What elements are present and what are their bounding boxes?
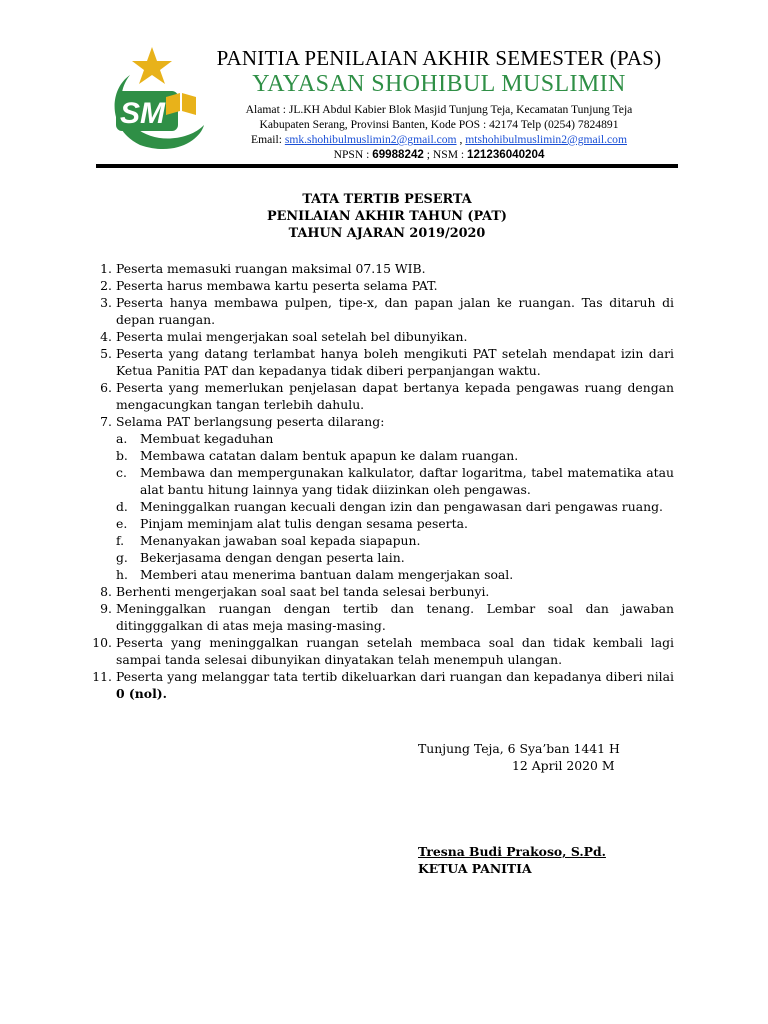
committee-name: PANITIA PENILAIAN AKHIR SEMESTER (PAS)	[216, 46, 662, 70]
date-masehi: 12 April 2020 M	[512, 758, 615, 773]
prohibition-letter: f.	[116, 533, 125, 548]
prohibition-text: Bekerjasama dengan dengan peserta lain.	[140, 550, 405, 565]
rule-item	[86, 634, 674, 668]
rule-number: 8.	[100, 584, 112, 599]
prohibition-item	[86, 549, 674, 566]
rule-number: 9.	[100, 601, 112, 616]
rule-text: Peserta yang meninggalkan ruangan setelah membaca soal dan tidak kembali lagi sampai tanda selesai dibunyikan dinyatakan telah menempuh ulangan.	[116, 635, 674, 667]
rule-text: Peserta hanya membawa pulpen, tipe-x, dan papan jalan ke ruangan. Tas ditaruh di depan ruangan.	[116, 295, 674, 327]
rule-number: 1.	[100, 261, 112, 276]
rule-number: 3.	[100, 295, 112, 310]
rule-text: Peserta memasuki ruangan maksimal 07.15 WIB.	[116, 261, 426, 276]
rule-text: Peserta yang melanggar tata tertib dikeluarkan dari ruangan dan kepadanya diberi nilai	[116, 669, 674, 684]
foundation-logo	[100, 45, 212, 157]
prohibition-letter: e.	[116, 516, 128, 531]
address-line-2: Kabupaten Serang, Provinsi Banten, Kode POS : 42174 Telp (0254) 7824891	[259, 118, 619, 131]
rule-item	[86, 260, 674, 277]
prohibition-item	[86, 515, 674, 532]
prohibition-letter: h.	[116, 567, 128, 582]
rule-item	[86, 583, 674, 600]
email-link-smk[interactable]: smk.shohibulmuslimin2@gmail.com	[284, 133, 457, 146]
rule-item	[86, 277, 674, 294]
rule-text: Berhenti mengerjakan soal saat bel tanda selesai berbunyi.	[116, 584, 490, 599]
prohibition-item	[86, 498, 674, 515]
rule-text: Selama PAT berlangsung peserta dilarang:	[116, 414, 385, 429]
rule-item	[86, 379, 674, 413]
prohibition-text: Memberi atau menerima bantuan dalam mengerjakan soal.	[140, 567, 514, 582]
doc-title-line-1: TATA TERTIB PESERTA	[302, 192, 472, 207]
rule-item	[86, 294, 674, 328]
doc-title-line-3: TAHUN AJARAN 2019/2020	[288, 226, 486, 241]
logo-text: SM	[120, 97, 165, 130]
address-line-1: Alamat : JL.KH Abdul Kabier Blok Masjid Tunjung Teja, Kecamatan Tunjung Teja	[245, 103, 633, 116]
prohibition-text: Meninggalkan ruangan kecuali dengan izin dan pengawasan dari pengawas ruang.	[140, 499, 663, 514]
book-icon	[166, 93, 196, 115]
prohibition-item	[86, 532, 674, 549]
email-separator: ,	[456, 133, 466, 146]
prohibition-text: Membawa dan mempergunakan kalkulator, daftar logaritma, tabel matematika atau alat bantu hitung lainnya yang tidak diizinkan oleh pengawas.	[140, 465, 674, 497]
foundation-name: YAYASAN SHOHIBUL MUSLIMIN	[252, 71, 626, 97]
nsm-label: ; NSM :	[423, 148, 468, 161]
email-link-mts[interactable]: mtshohibulmuslimin2@gmail.com	[465, 133, 627, 146]
signer-name: Tresna Budi Prakoso, S.Pd.	[418, 844, 606, 859]
rule-number: 4.	[100, 329, 112, 344]
registration-line	[200, 147, 678, 162]
rule-item	[86, 328, 674, 345]
rule-text: Peserta mulai mengerjakan soal setelah bel dibunyikan.	[116, 329, 468, 344]
npsn-label: NPSN :	[333, 148, 373, 161]
rule-number: 11.	[92, 669, 112, 684]
rule-item	[86, 600, 674, 634]
rule-number: 2.	[100, 278, 112, 293]
rule-item	[86, 668, 674, 702]
prohibition-text: Pinjam meminjam alat tulis dengan sesama peserta.	[140, 516, 468, 531]
rule-text: Meninggalkan ruangan dengan tertib dan tenang. Lembar soal dan jawaban ditingggalkan di atas meja masing-masing.	[116, 601, 674, 633]
prohibition-letter: g.	[116, 550, 128, 565]
email-label: Email:	[251, 133, 285, 146]
rule-text: Peserta harus membawa kartu peserta selama PAT.	[116, 278, 438, 293]
rule-item	[86, 413, 674, 430]
signer-role: KETUA PANITIA	[418, 861, 532, 876]
nsm-value: 121236040204	[467, 148, 545, 161]
prohibition-text: Menanyakan jawaban soal kepada siapapun.	[140, 533, 421, 548]
email-line	[200, 132, 678, 147]
rule-number: 5.	[100, 346, 112, 361]
prohibition-item	[86, 566, 674, 583]
rule-text: Peserta yang memerlukan penjelasan dapat bertanya kepada pengawas ruang dengan mengacungkan tangan terlebih dahulu.	[116, 380, 674, 412]
rule-penalty: 0 (nol).	[116, 686, 167, 701]
place-date: Tunjung Teja, 6 Sya’ban 1441 H	[418, 741, 620, 756]
rule-number: 6.	[100, 380, 112, 395]
rule-text: Peserta yang datang terlambat hanya boleh mengikuti PAT setelah mendapat izin dari Ketua Panitia PAT dan kepadanya tidak diberi perpanjangan waktu.	[116, 346, 674, 378]
npsn-value: 69988242	[372, 148, 424, 161]
star-icon	[132, 47, 172, 84]
rule-number: 10.	[92, 635, 112, 650]
rule-number: 7.	[100, 414, 112, 429]
prohibition-item	[86, 430, 674, 447]
letterhead-divider	[96, 164, 678, 168]
rules-list	[86, 260, 674, 702]
prohibition-letter: c.	[116, 465, 127, 480]
prohibition-text: Membawa catatan dalam bentuk apapun ke dalam ruangan.	[140, 448, 519, 463]
prohibition-letter: a.	[116, 431, 128, 446]
doc-title-line-2: PENILAIAN AKHIR TAHUN (PAT)	[267, 209, 507, 224]
prohibition-item	[86, 447, 674, 464]
prohibition-text: Membuat kegaduhan	[140, 431, 274, 446]
prohibition-letter: d.	[116, 499, 128, 514]
prohibition-letter: b.	[116, 448, 128, 463]
rule-item	[86, 345, 674, 379]
prohibition-item	[86, 464, 674, 498]
